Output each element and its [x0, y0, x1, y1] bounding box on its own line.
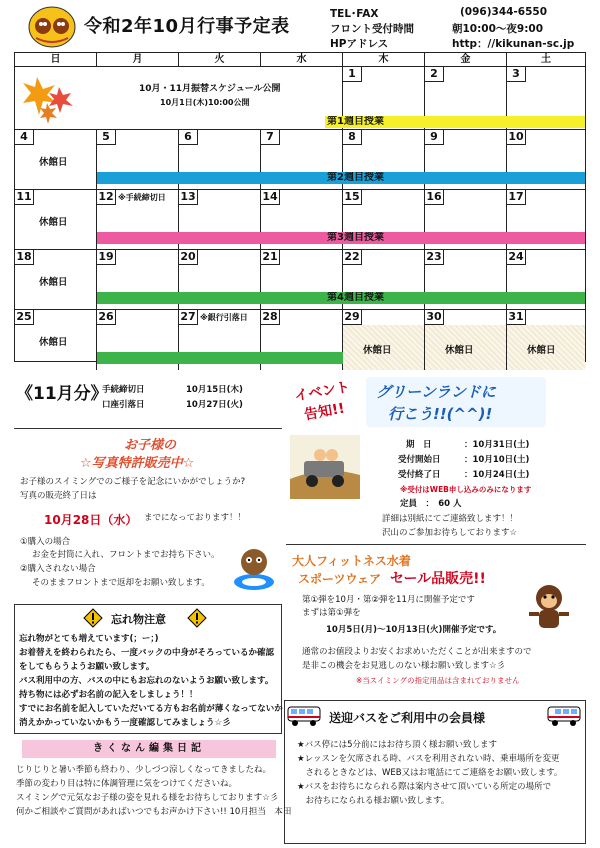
- mascot-swim-icon: [232, 544, 276, 592]
- event-start-value: ：10月10日(土): [464, 455, 530, 465]
- date-number: 6: [179, 130, 198, 145]
- date-number: 8: [343, 130, 362, 145]
- event-start-label: 受付開始日: [398, 455, 441, 465]
- day-header-mon: 月: [97, 53, 179, 67]
- text-line: ★バス停には5分前にはお待ち頂く様お願い致します: [297, 740, 498, 750]
- text-line: スイミングで元気なお子様の姿を見れる様をお待ちしております☆彡: [16, 793, 279, 803]
- text-line: 何かご相談やご質問があればいつでもお声かけ下さい!! 10月担当 本田: [16, 807, 292, 817]
- text-line: 持ち物には必ずお名前の記入をしましょう！！: [19, 690, 198, 700]
- date-number: 15: [343, 190, 362, 205]
- sale-line-5: 是非この機会をお見逃しのない様お願い致します☆彡: [302, 661, 506, 671]
- photo-line-1: お子様のスイミングでのご様子を記念にいかがでしょうか?: [20, 477, 246, 487]
- photo-title-1: お子様の: [124, 438, 177, 453]
- date-number: 22: [343, 250, 362, 265]
- divider: [286, 544, 586, 545]
- promo-title: 10月・11月振替スケジュール公開: [139, 84, 281, 94]
- date-number: 20: [179, 250, 198, 265]
- closed-label: 休館日: [39, 277, 68, 288]
- text-line: されるときなどは、WEB又はお電話にてご連絡をお願い致します。: [297, 768, 563, 778]
- sale-line-3: 10月5日(月)〜10月13日(火)開催予定です。: [326, 625, 502, 635]
- debit-note: ※銀行引落日: [200, 313, 248, 322]
- date-number: 31: [507, 310, 526, 325]
- text-line: ★バスをお待ちになられる際は案内させて頂いている所定の場所で: [297, 782, 552, 792]
- text-line: すでにお名前を記入していただいてる方もお名前が薄くなってないか: [19, 704, 283, 714]
- day-cell-25: [15, 310, 97, 370]
- closed-label: 休館日: [445, 345, 474, 356]
- date-number: 9: [425, 130, 444, 145]
- week-band: [97, 352, 343, 364]
- sale-note: ※当スイミングの指定用品は含まれておりません: [356, 676, 520, 685]
- sale-line-1: 第①弾を10月・第②弾を11月に開催予定です: [302, 595, 475, 605]
- hours-label: フロント受付時間: [330, 23, 414, 35]
- date-number: 10: [507, 130, 526, 145]
- autumn-leaves-icon: [19, 73, 79, 127]
- photo-option-2-detail: そのままフロントまで返却をお願い致します。: [32, 578, 210, 588]
- day-header-wed: 水: [261, 53, 343, 67]
- date-number: 18: [15, 250, 34, 265]
- week-band-label: 第4週目授業: [327, 292, 384, 303]
- photo-title-2: ☆写真特許販売中☆: [80, 456, 195, 471]
- promo-subtitle: 10月1日(木)10:00公開: [160, 98, 250, 107]
- date-number: 4: [15, 130, 34, 145]
- event-capacity: 定員 ： 60 人: [400, 499, 462, 509]
- debit-value: 10月27日(火): [186, 400, 243, 410]
- editor-diary-title: きくなん編集日記: [22, 740, 276, 758]
- event-tag-2: 告知!!: [303, 400, 347, 424]
- text-line: 忘れ物がとても増えています(；ー；): [19, 634, 159, 644]
- sale-line-2: まずは第①弾を: [302, 608, 361, 618]
- day-header-sat: 土: [507, 53, 585, 67]
- week-band-label: 第3週目授業: [327, 232, 384, 243]
- photo-line-2: 写真の販売終了日は: [20, 491, 97, 501]
- event-title-2: 行こう!!(^^)!: [388, 405, 493, 423]
- mascot-monkey-icon: [524, 582, 574, 632]
- photo-end-date: 10月28日（水）: [44, 513, 138, 527]
- date-number: 17: [507, 190, 526, 205]
- closed-label: 休館日: [39, 337, 68, 348]
- promo-cell: [15, 67, 343, 130]
- day-cell-29: [343, 310, 425, 370]
- date-number: 23: [425, 250, 444, 265]
- date-number: 19: [97, 250, 116, 265]
- week1-band-label: 第1週目授業: [327, 116, 384, 127]
- hp-label: HPアドレス: [330, 38, 389, 50]
- day-header-sun: 日: [15, 53, 97, 67]
- sale-line-4: 通常のお値段よりお安くお求めいただくことが出来ますので: [302, 647, 532, 657]
- text-line: お待ちになられる様お願い致します。: [297, 796, 450, 806]
- date-number: 25: [15, 310, 34, 325]
- tel-value: (096)344-6550: [460, 6, 548, 18]
- club-logo: [28, 6, 76, 48]
- day-cell-31: [507, 310, 585, 370]
- day-cell-11: [15, 190, 97, 250]
- text-line: バス利用中の方、バスの中にもお忘れのないようお願い致します。: [19, 676, 274, 686]
- day-header-fri: 金: [425, 53, 507, 67]
- divider: [14, 428, 282, 429]
- date-number: 5: [97, 130, 116, 145]
- date-number: 2: [425, 67, 444, 82]
- day-header-thu: 木: [343, 53, 425, 67]
- october-calendar: [14, 52, 586, 362]
- hp-url[interactable]: http：//kikunan-sc.jp: [452, 38, 575, 50]
- date-number: 30: [425, 310, 444, 325]
- day-cell-18: [15, 250, 97, 310]
- date-number: 16: [425, 190, 444, 205]
- gokart-icon: [290, 435, 360, 499]
- deadline-note: ※手続締切日: [118, 193, 166, 202]
- date-number: 24: [507, 250, 526, 265]
- date-number: 14: [261, 190, 280, 205]
- date-number: 3: [507, 67, 526, 82]
- november-info: [14, 367, 282, 427]
- event-end-label: 受付終了日: [398, 470, 441, 480]
- date-number: 1: [343, 67, 362, 82]
- day-header-tue: 火: [179, 53, 261, 67]
- event-section: [286, 367, 586, 543]
- lost-items-section: [14, 604, 282, 734]
- date-number: 27: [179, 310, 198, 325]
- warning-icon: [83, 608, 103, 628]
- date-number: 11: [15, 190, 34, 205]
- date-number: 29: [343, 310, 362, 325]
- warning-icon: [187, 608, 207, 628]
- bus-title: 送迎バスをご利用中の会員様: [329, 711, 486, 725]
- date-number: 13: [179, 190, 198, 205]
- event-title-1: グリーンランドに: [376, 383, 496, 401]
- day-cell-30: [425, 310, 507, 370]
- text-line: ★レッスンを欠席される時、バスを利用されない時、乗車場所を変更: [297, 754, 560, 764]
- event-end-value: ：10月24日(土): [464, 470, 530, 480]
- photo-sale-section: [14, 432, 282, 602]
- text-line: お着替えを終わられたら、一度バックの中身がそろっているか確認: [19, 648, 275, 658]
- closed-label: 休館日: [39, 217, 68, 228]
- page-title: 令和2年10月行事予定表: [84, 16, 290, 37]
- week-band-label: 第2週目授業: [327, 172, 384, 183]
- event-date-label: 期 日: [406, 440, 432, 450]
- date-number: 26: [97, 310, 116, 325]
- event-tag-1: イベント: [293, 379, 352, 405]
- event-date-value: ：10月31日(土): [464, 440, 530, 450]
- photo-option-1: ①購入の場合: [20, 537, 71, 547]
- text-line: 消えかかっていないかもう一度確認してみましょう☆彡: [19, 718, 231, 728]
- text-line: じりじりと暑い季節も終わり、少しづつ涼しくなってきましたね。: [16, 765, 272, 775]
- closed-label: 休館日: [39, 157, 68, 168]
- date-number: 7: [261, 130, 280, 145]
- photo-option-2: ②購入されない場合: [20, 564, 96, 574]
- date-number: 28: [261, 310, 280, 325]
- hours-value: 朝10:00〜夜9:00: [452, 23, 544, 35]
- sale-title-2: スポーツウェア: [298, 572, 382, 586]
- photo-option-1-detail: お金を封筒に入れ、フロントまでお持ち下さい。: [32, 550, 220, 560]
- photo-line-3: までになっております！！: [144, 513, 247, 523]
- event-detail: 詳細は別紙にてご連絡致します！！: [382, 514, 519, 524]
- editor-diary-section: [14, 740, 292, 844]
- tel-label: TEL･FAX: [330, 8, 379, 20]
- closed-label: 休館日: [527, 345, 556, 356]
- closed-label: 休館日: [363, 345, 392, 356]
- event-web-note: ※受付はWEB申し込みのみになります: [400, 485, 532, 494]
- debit-label: 口座引落日: [102, 400, 145, 410]
- bus-section: [284, 700, 586, 844]
- deadline-value: 10月15日(木): [186, 385, 243, 395]
- day-cell-4: [15, 130, 97, 190]
- event-invite: 沢山のご参加お待ちしております☆: [382, 528, 518, 538]
- bus-icon: [287, 705, 321, 727]
- november-heading: 《11月分》: [16, 384, 108, 404]
- sale-title-3: セール品販売!!: [390, 571, 486, 587]
- sale-section: [286, 546, 586, 696]
- deadline-label: 手続締切日: [102, 385, 145, 395]
- lost-items-title: 忘れ物注意: [111, 613, 166, 626]
- text-line: 季節の変わり目は特に体調管理に気をつけてくださいね。: [16, 779, 238, 789]
- bus-icon: [547, 705, 581, 727]
- date-number: 21: [261, 250, 280, 265]
- week1-band: [325, 116, 585, 128]
- date-number: 12: [97, 190, 116, 205]
- text-line: をしてもらうようお願い致します。: [19, 662, 155, 672]
- sale-title-1: 大人フィットネス水着: [292, 554, 411, 568]
